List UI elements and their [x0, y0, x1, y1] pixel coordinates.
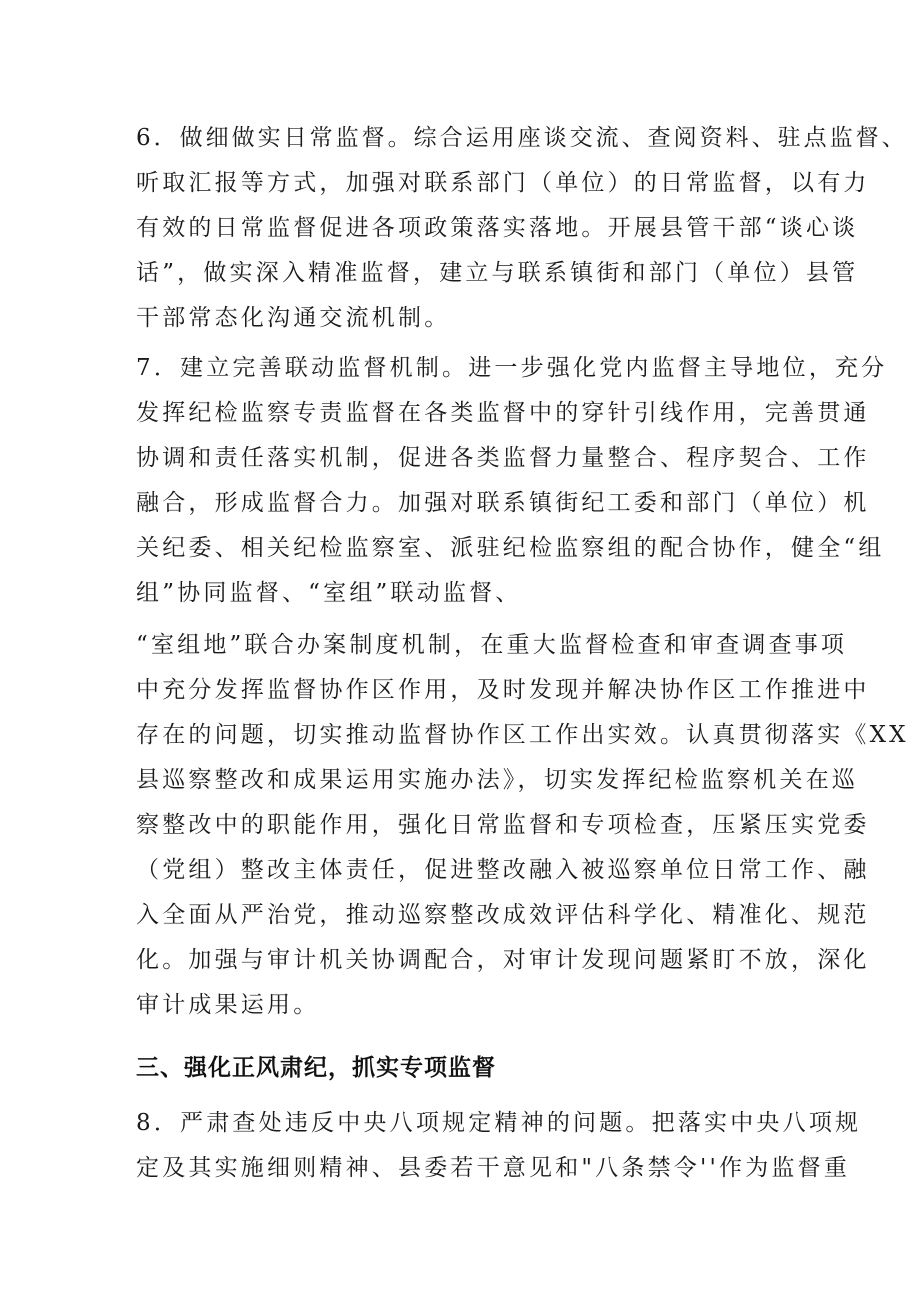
text-line: 定及其实施细则精神、县委若干意见和"八条禁令''作为监督重	[136, 1155, 851, 1181]
text-line: 察整改中的职能作用，强化日常监督和专项检查，压紧压实党委	[136, 812, 870, 838]
text-line: 县巡察整改和成果运用实施办法》，切实发挥纪检监察机关在巡	[136, 767, 859, 793]
text-line: 存在的问题，切实推动监督协作区工作出实效。认真贯彻落实《XX	[136, 722, 909, 748]
text-line: 关纪委、相关纪检监察室、派驻纪检监察组的配合协作，健全“组	[136, 535, 885, 561]
text-line: 化。加强与审计机关协调配合，对审计发现问题紧盯不放，深化	[136, 947, 870, 973]
text-line: 组”协同监督、“室组”联动监督、	[136, 580, 522, 606]
text-line: 8．严肃查处违反中央八项规定精神的问题。把落实中央八项规	[136, 1110, 862, 1136]
text-line: 话”，做实深入精准监督，建立与联系镇街和部门（单位）县管	[136, 260, 859, 286]
section-heading: 三、强化正风肃纪，抓实专项监督	[136, 1055, 496, 1081]
text-line: 6．做细做实日常监督。综合运用座谈交流、查阅资料、驻点监督、	[136, 125, 908, 151]
text-line: 协调和责任落实机制，促进各类监督力量整合、程序契合、工作	[136, 445, 870, 471]
text-line: 7．建立完善联动监督机制。进一步强化党内监督主导地位，充分	[136, 355, 888, 381]
text-line: 干部常态化沟通交流机制。	[136, 305, 451, 331]
text-line: 听取汇报等方式，加强对联系部门（单位）的日常监督，以有力	[136, 170, 870, 196]
text-line: 审计成果运用。	[136, 992, 320, 1018]
text-line: 中充分发挥监督协作区作用，及时发现并解决协作区工作推进中	[136, 677, 870, 703]
text-line: “室组地”联合办案制度机制，在重大监督检查和审查调查事项	[136, 632, 848, 658]
text-line: （党组）整改主体责任，促进整改融入被巡察单位日常工作、融	[136, 857, 870, 883]
text-line: 入全面从严治党，推动巡察整改成效评估科学化、精准化、规范	[136, 902, 870, 928]
text-line: 融合，形成监督合力。加强对联系镇街纪工委和部门（单位）机	[136, 490, 870, 516]
text-line: 有效的日常监督促进各项政策落实落地。开展县管干部“谈心谈	[136, 215, 859, 241]
text-line: 发挥纪检监察专责监督在各类监督中的穿针引线作用，完善贯通	[136, 400, 870, 426]
